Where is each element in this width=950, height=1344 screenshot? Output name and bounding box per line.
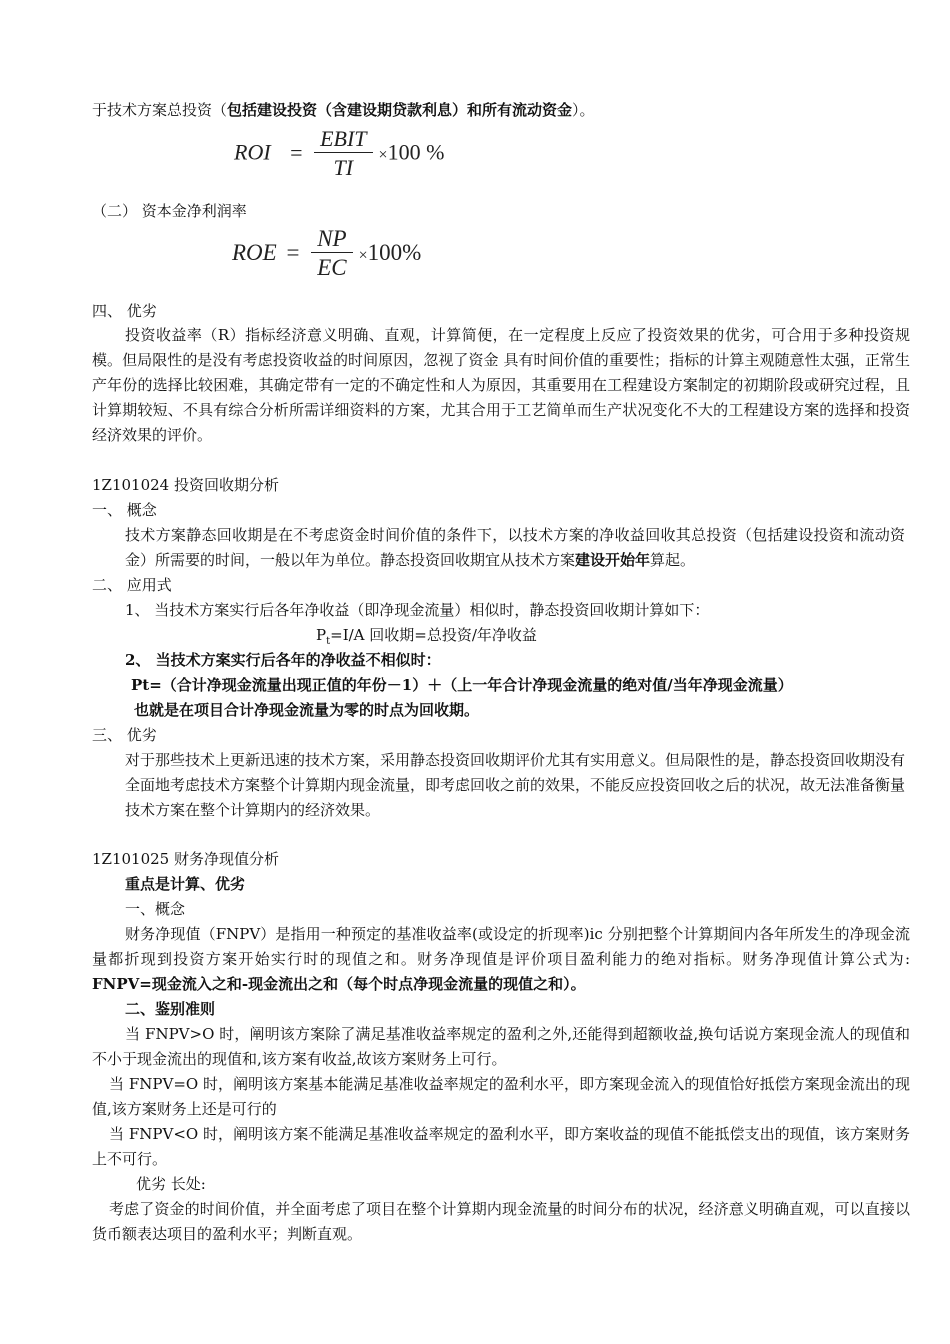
pt-formula-text: =I/A 回收期=总投资/年净收益 <box>330 626 537 644</box>
advantages-paragraph: 考虑了资金的时间价值，并全面考虑了项目在整个计算期内现金流量的时间分布的状况，经济意义明确直观，可以直接以货币额表达项目的盈利水平；判断直观。 <box>92 1200 910 1243</box>
section-1z101024-heading: 1Z101024 投资回收期分析 <box>92 476 279 494</box>
roe-fraction <box>311 226 352 283</box>
roi-times: × <box>378 146 388 164</box>
roe-percent: 100% <box>367 239 422 265</box>
fnpv-formula-bold: FNPV=现金流入之和-现金流出之和（每个时点净现金流量的现值之和）。 <box>92 975 586 993</box>
criteria-heading: 二、鉴别准则 <box>125 1000 216 1018</box>
roe-equals: = <box>286 239 300 265</box>
roi-fraction <box>314 126 372 183</box>
roi-denominator: TI <box>333 155 354 180</box>
concept-bold: 建设开始年 <box>575 551 651 569</box>
pt-symbol: P <box>316 626 327 644</box>
roi-intro-line <box>92 98 910 123</box>
roi-percent: 100 % <box>387 139 445 165</box>
concept-paragraph <box>125 523 905 573</box>
section-four-heading: 四、 优劣 <box>92 302 157 320</box>
pt-subscript: t <box>326 636 331 647</box>
roi-intro-text: 于技术方案总投资（ <box>92 101 228 119</box>
concept-heading-2: 一、概念 <box>125 900 186 918</box>
roe-lhs: ROE <box>232 239 277 265</box>
apply-item-1: 1、 当技术方案实行后各年净收益（即净现金流量）相似时，静态投资回收期计算如下： <box>125 601 710 619</box>
pros-cons-paragraph: 投资收益率（R）指标经济意义明确、直观，计算简便，在一定程度上反应了投资效果的优劣，可合用于多种投资规模。但局限性的是没有考虑投资收益的时间原因，忽视了资金 具有时间价值的重要性；指标的计算主观随意性太强，正常生产年份的选择比较困难，其确定带有一定的不确定性和人为原因，其重要用在工程建设方案制定的初期阶段或研究过程，且计算期较短、不具有综合分析所需详细资料的方案，尤其合用于工艺简单而生产状况变化不大的工程建设方案的选择和投资经济效果的评价。 <box>92 326 910 444</box>
concept-heading-1: 一、 概念 <box>92 501 157 519</box>
roi-formula <box>234 126 444 183</box>
fnpv-text: 财务净现值（FNPV）是指用一种预定的基准收益率(或设定的折现率)ic 分别把整个计算期间内各年所发生的净现金流量都折现到投资方案开始实行时的现值之和。财务净现值是评价项目盈利能力的绝对指标。财务净现值计算公式为: <box>92 925 910 968</box>
apply-heading: 二、 应用式 <box>92 576 172 594</box>
roe-denominator: EC <box>317 255 347 280</box>
section-three-heading: 三、 优劣 <box>92 726 157 744</box>
roi-lhs: ROI <box>234 139 271 165</box>
fnpv-paragraph <box>92 922 910 997</box>
roi-numerator: EBIT <box>314 126 372 153</box>
roe-numerator: NP <box>311 226 352 253</box>
section-1z101025-heading: 1Z101025 财务净现值分析 <box>92 850 279 868</box>
roe-formula <box>232 226 421 283</box>
pt-formula-bold: Pt=（合计净现金流量出现正值的年份－1）＋（上一年合计净现金流量的绝对值/当年净现金流量） <box>131 676 793 694</box>
zero-point-note: 也就是在项目合计净现金流量为零的时点为回收期。 <box>134 701 480 719</box>
fnpv-positive-paragraph: 当 FNPV>O 时，阐明该方案除了满足基准收益率规定的盈利之外,还能得到超额收益,换句话说方案现金流人的现值和不小于现金流出的现值和,该方案有收益,故该方案财务上可行。 <box>92 1025 910 1068</box>
concept-text: 技术方案静态回收期是在不考虑资金时间价值的条件下，以技术方案的净收益回收其总投资（包括建设投资和流动资金）所需要的时间，一般以年为单位。静态投资回收期宜从技术方案 <box>125 526 905 569</box>
roe-heading: （二） 资本金净利润率 <box>92 202 247 220</box>
roi-equals: = <box>290 139 303 165</box>
concept-end: 算起。 <box>650 551 696 569</box>
key-points: 重点是计算、优劣 <box>125 875 246 893</box>
fnpv-zero-paragraph: 当 FNPV=O 时，阐明该方案基本能满足基准收益率规定的盈利水平，即方案现金流入的现值恰好抵偿方案现金流出的现值,该方案财务上还是可行的 <box>92 1075 910 1118</box>
fnpv-negative-paragraph: 当 FNPV<O 时，阐明该方案不能满足基准收益率规定的盈利水平，即方案收益的现值不能抵偿支出的现值，该方案财务上不可行。 <box>92 1125 910 1168</box>
roi-intro-bold: 包括建设投资（含建设期贷款利息）和所有流动资金 <box>227 101 573 119</box>
advantages-heading: 优劣 长处: <box>136 1175 206 1193</box>
apply-item-2: 2、 当技术方案实行后各年的净收益不相似时： <box>125 651 441 669</box>
roe-times: × <box>358 246 368 264</box>
roi-intro-end: ）。 <box>572 101 595 119</box>
section-three-paragraph: 对于那些技术上更新迅速的技术方案，采用静态投资回收期评价尤其有实用意义。但局限性的是，静态投资回收期没有全面地考虑技术方案整个计算期内现金流量，即考虑回收之前的效果，不能反应投资回收之后的状况，故无法准备衡量技术方案在整个计算期内的经济效果。 <box>125 751 906 819</box>
